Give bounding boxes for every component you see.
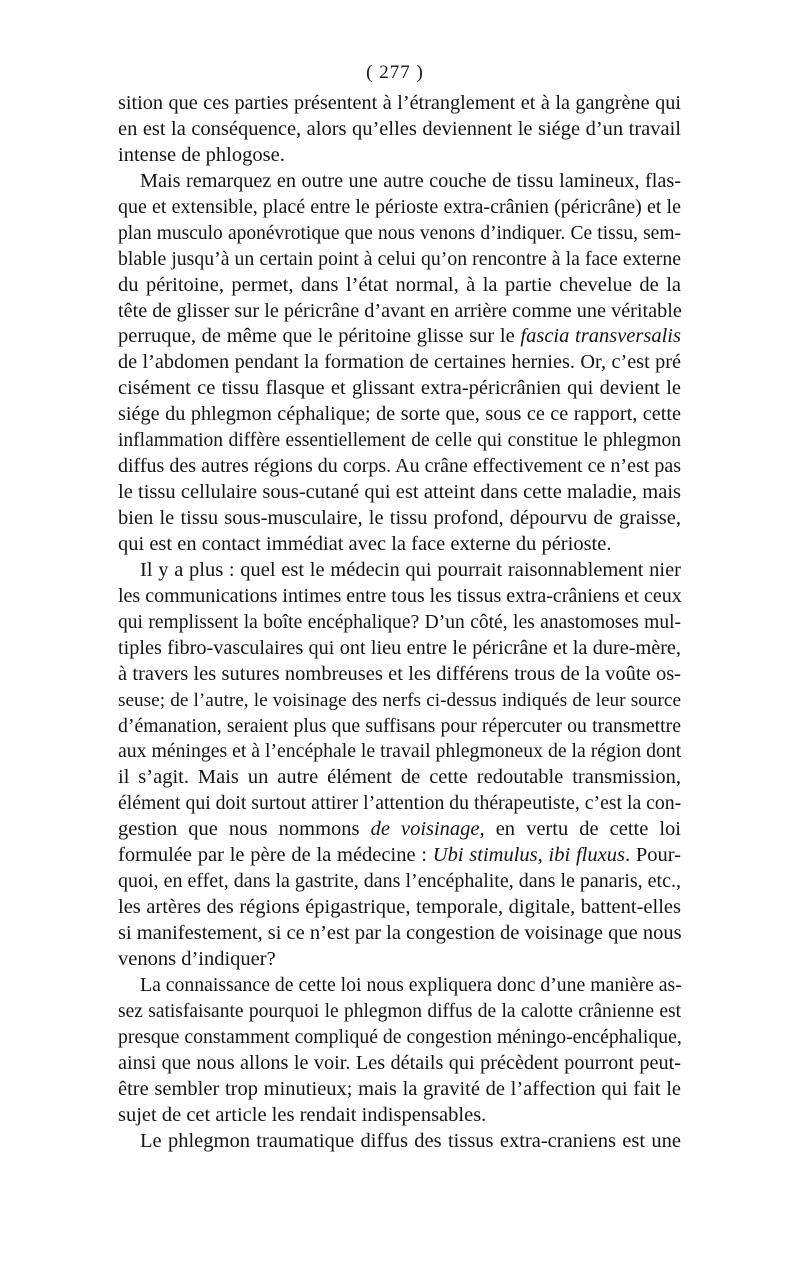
text-segment: , en vertu de cette loi bbox=[479, 818, 681, 841]
text-line: La connaissance de cette loi nous expliquera donc d’une manière as- bbox=[140, 973, 682, 996]
text-line: sujet de cet article les rendait indispensables. bbox=[118, 1103, 487, 1126]
text-line: venons d’indiquer? bbox=[118, 947, 276, 970]
text-line: qui est en contact immédiat avec la face externe du périoste. bbox=[118, 532, 612, 555]
text-line: être sembler trop minutieux; mais la gravité de l’affection qui fait le bbox=[118, 1077, 681, 1100]
text-line: les communications intimes entre tous les tissus extra-crâniens et ceux bbox=[118, 584, 682, 607]
text-line: si manifestement, si ce n’est par la congestion de voisinage que nous bbox=[118, 922, 682, 944]
text-line: siége du phlegmon céphalique; de sorte que, sous ce ce rapport, cette bbox=[118, 403, 681, 426]
text-segment: formulée par le père de la médecine : bbox=[118, 844, 433, 867]
text-line: tiples fibro-vasculaires qui ont lieu entre le péricrâne et la dure-mère, bbox=[118, 636, 681, 659]
text-line: Le phlegmon traumatique diffus des tissus extra-craniens est une bbox=[140, 1129, 681, 1152]
text-line: cisément ce tissu flasque et glissant extra-péricrânien qui devient le bbox=[118, 377, 681, 400]
text-line: qui remplissent la boîte encéphalique? D’un côté, les anastomoses mul- bbox=[118, 611, 681, 633]
italic-term-fascia-transversalis: fascia transversalis bbox=[520, 325, 681, 348]
text-line: le tissu cellulaire sous-cutané qui est atteint dans cette maladie, mais bbox=[118, 481, 681, 504]
italic-quote-ubi-stimulus: Ubi stimulus, ibi fluxus bbox=[432, 844, 625, 867]
body-text bbox=[118, 91, 681, 1154]
text-line: sition que ces parties présentent à l’étranglement et à la gangrène qui bbox=[118, 92, 681, 114]
text-line: élément qui doit surtout attirer l’attention du thérapeutiste, c’est la con- bbox=[118, 792, 682, 815]
text-line: d’émanation, seraient plus que suffisans pour répercuter ou transmettre bbox=[118, 714, 681, 737]
text-line: du péritoine, permet, dans l’état normal, à la partie chevelue de la bbox=[118, 273, 681, 296]
page-number: ( 277 ) bbox=[366, 62, 424, 83]
text-line: Il y a plus : quel est le médecin qui pourrait raisonnablement nier bbox=[140, 558, 681, 581]
text-line: aux méninges et à l’encéphale le travail phlegmoneux de la région dont bbox=[118, 740, 682, 763]
text-line: sez satisfaisante pourquoi le phlegmon diffus de la calotte crânienne est bbox=[118, 1000, 681, 1022]
text-line: que et extensible, placé entre le périoste extra-crânien (péricrâne) et le bbox=[118, 195, 681, 218]
italic-term-de-voisinage: de voisinage bbox=[370, 818, 480, 841]
text-line: tête de glisser sur le péricrâne d’avant en arrière comme une véritable bbox=[118, 299, 682, 322]
text-line: bien le tissu sous-musculaire, le tissu profond, dépourvu de graisse, bbox=[118, 507, 681, 529]
text-line: inflammation diffère essentiellement de celle qui constitue le phlegmon bbox=[118, 430, 681, 452]
text-segment: . Pour- bbox=[624, 844, 681, 867]
text-segment: gestion que nous nommons bbox=[118, 818, 371, 841]
text-line: ainsi que nous allons le voir. Les détails qui précèdent pourront peut- bbox=[118, 1051, 681, 1074]
text-segment: perruque, de même que le péritoine glisse sur le bbox=[118, 325, 521, 348]
text-line: à travers les sutures nombreuses et les différens trous de la voûte os- bbox=[118, 662, 681, 685]
text-line: blable jusqu’à un certain point à celui qu’on rencontre à la face externe bbox=[118, 247, 681, 270]
text-line: en est la conséquence, alors qu’elles deviennent le siége d’un travail bbox=[118, 117, 681, 140]
text-line: seuse; de l’autre, le voisinage des nerfs ci-dessus indiqués de leur source bbox=[118, 689, 681, 711]
text-line bbox=[118, 817, 681, 843]
text-line: il s’agit. Mais un autre élément de cette redoutable transmission, bbox=[118, 766, 681, 789]
text-line bbox=[118, 324, 681, 350]
text-line: quoi, en effet, dans la gastrite, dans l’encéphalite, dans le panaris, etc., bbox=[118, 870, 681, 893]
text-line: diffus des autres régions du corps. Au crâne effectivement ce n’est pas bbox=[118, 455, 681, 478]
text-line: presque constamment compliqué de congestion méningo-encéphalique, bbox=[118, 1025, 682, 1048]
text-line: Mais remarquez en outre une autre couche de tissu lamineux, flas- bbox=[140, 169, 681, 192]
text-line: de l’abdomen pendant la formation de certaines hernies. Or, c’est pré bbox=[118, 351, 681, 374]
text-line: intense de phlogose. bbox=[118, 143, 285, 166]
text-line bbox=[118, 843, 681, 869]
text-line: les artères des régions épigastrique, temporale, digitale, battent-elles bbox=[118, 896, 681, 919]
text-line: plan musculo aponévrotique que nous venons d’indiquer. Ce tissu, sem- bbox=[118, 222, 681, 244]
